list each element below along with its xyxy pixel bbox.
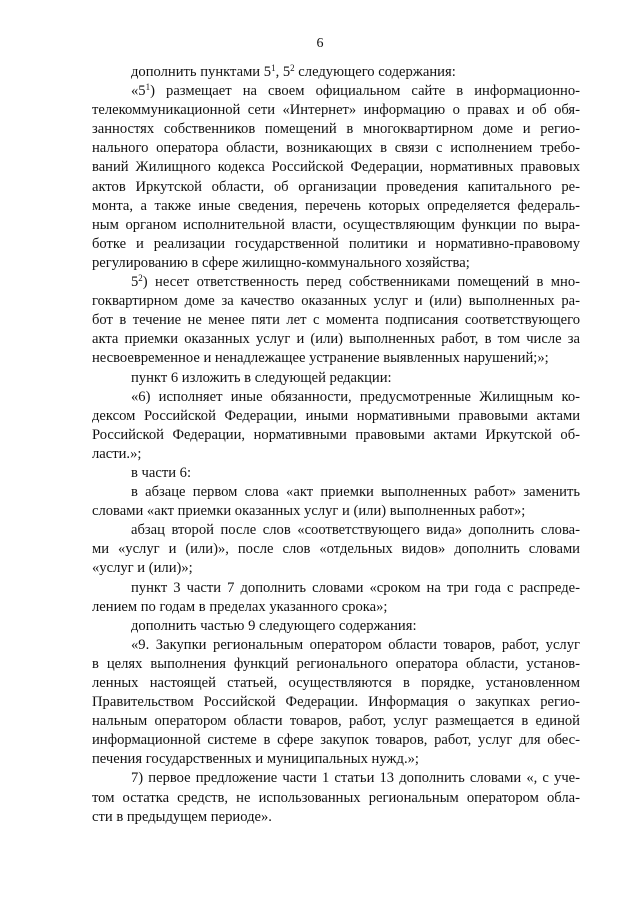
text-line: нального оператора области, возникающих в связи с исполнением требо- xyxy=(92,140,580,157)
text-line: лением по годам в пределах указанного срока»; xyxy=(92,598,388,615)
text-line: в абзаце первом слова «акт приемки выполненных работ» заменить xyxy=(131,484,580,501)
text-line: $5^2$) несет ответственность перед собственниками помещений в мно- xyxy=(131,273,580,291)
paragraph xyxy=(92,521,580,578)
text-line: сти в предыдущем периоде». xyxy=(92,808,272,825)
text-line: акта приемки оказанных услуг и (или) выполненных работ, в том числе за xyxy=(92,331,580,348)
document-body xyxy=(92,63,580,827)
text-line: актов Иркутской области, об организации проведения капитального ре- xyxy=(92,178,580,195)
text-line: пункт 6 изложить в следующей редакции: xyxy=(131,369,392,386)
text-line: нальным оператором области товаров, работ, услуг размещается в единой xyxy=(92,713,580,730)
text-line: ваний Жилищного кодекса Российской Федерации, нормативных правовых xyxy=(92,159,580,176)
paragraph xyxy=(92,769,580,826)
paragraph xyxy=(92,464,580,483)
text-line: дополнить частью 9 следующего содержания: xyxy=(131,617,417,634)
text-line: абзац второй после слов «соответствующего вида» дополнить слова- xyxy=(131,522,580,539)
text-line: дополнить пунктами $5^1$, $5^2$ следующего содержания: xyxy=(131,63,456,80)
text-line: ласти.»; xyxy=(92,445,142,462)
text-line: том остатка средств, не использованных региональным оператором обла- xyxy=(92,789,580,806)
page-number: 6 xyxy=(316,36,324,51)
text-line: информационной системе в сфере закупок товаров, работ, услуг для обес- xyxy=(92,732,580,749)
text-line: монта, а также иные сведения, перечень которых определяется федераль- xyxy=(92,197,580,214)
text-line: ленных настоящей статьей, осуществляются в порядке, установленном xyxy=(92,675,580,691)
text-line: ми «услуг и (или)», после слов «отдельных видов» дополнить словами xyxy=(92,541,580,558)
text-line: «услуг и (или)»; xyxy=(92,560,193,577)
text-line: несвоевременное и ненадлежащее устранение выявленных нарушений;»; xyxy=(92,350,549,367)
paragraph xyxy=(92,636,580,770)
text-line: Российской Федерации, нормативными правовыми актами Иркутской об- xyxy=(92,426,580,443)
text-line: «6) исполняет иные обязанности, предусмотренные Жилищным ко- xyxy=(131,388,580,405)
text-line: ботке и реализации государственной политики и нормативно-правовому xyxy=(92,235,580,252)
paragraph xyxy=(92,369,580,388)
paragraph xyxy=(92,63,580,82)
paragraph xyxy=(92,579,580,617)
text-line: гоквартирном доме за качество оказанных услуг и (или) выполненных ра- xyxy=(92,293,580,310)
text-line: пункт 3 части 7 дополнить словами «сроком на три года с распреде- xyxy=(131,579,580,596)
text-line: занностях собственников помещений в многоквартирном доме и регио- xyxy=(92,121,580,138)
paragraph xyxy=(92,617,580,636)
text-line: дексом Российской Федерации, иными нормативными правовыми актами xyxy=(92,407,580,424)
paragraph xyxy=(92,483,580,521)
paragraph xyxy=(92,82,580,273)
text-line: в целях выполнения функций регионального оператора области, установ- xyxy=(92,655,580,672)
paragraph xyxy=(92,388,580,464)
text-line: словами «акт приемки оказанных услуг и (или) выполненных работ»; xyxy=(92,503,526,520)
text-line: Правительством Российской Федерации. Информация о закупках регио- xyxy=(92,694,580,711)
paragraph xyxy=(92,273,580,368)
text-line: бот в течение не менее пяти лет с момента подписания соответствующего xyxy=(92,312,580,329)
text-line: ным органом исполнительной власти, осуществляющим функции по выра- xyxy=(92,216,580,233)
text-line: в части 6: xyxy=(131,464,192,481)
text-line: «$5^1$) размещает на своем официальном сайте в информационно- xyxy=(131,82,580,100)
text-line: регулированию в сфере жилищно-коммунального хозяйства; xyxy=(92,254,470,271)
text-line: печения государственных и муниципальных нужд.»; xyxy=(92,751,419,768)
text-line: телекоммуникационной сети «Интернет» информацию о правах и об обя- xyxy=(92,102,580,119)
text-line: 7) первое предложение части 1 статьи 13 дополнить словами «, с уче- xyxy=(131,770,580,787)
text-line: «9. Закупки региональным оператором области товаров, работ, услуг xyxy=(131,636,580,653)
